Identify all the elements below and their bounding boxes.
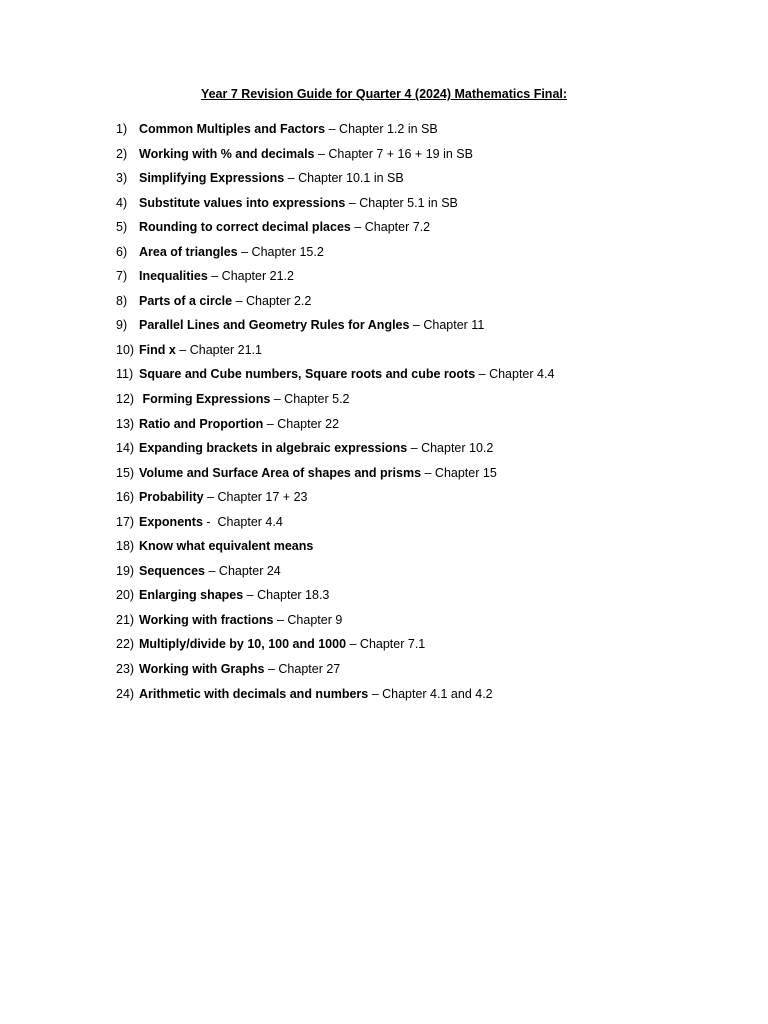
item-number: 1) [116,122,128,136]
item-topic: Rounding to correct decimal places [139,220,351,235]
item-number: 7) [116,269,128,284]
item-number: 14) [116,441,135,456]
item-number: 2) [116,146,128,161]
item-number: 19) [116,563,135,578]
revision-topic-list [116,121,736,710]
list-item [116,489,736,514]
item-content [139,489,308,506]
item-content [139,587,329,604]
item-content [139,317,484,334]
item-topic: Substitute values into expressions [139,195,346,210]
item-content [139,121,438,138]
item-content [139,416,339,433]
item-number: 15) [116,465,135,480]
item-number: 3) [116,171,128,186]
item-topic: Working with fractions [139,612,274,627]
item-number: 4) [116,195,128,210]
item-chapter: – Chapter 27 [264,662,341,677]
item-content [139,170,404,187]
item-content [139,244,324,261]
item-number: 21) [116,612,135,627]
list-item [116,121,736,146]
list-item [116,661,736,686]
list-item [116,391,736,416]
list-item [116,416,736,441]
item-topic: Expanding brackets in algebraic expressions [139,441,408,456]
item-content [139,195,458,212]
item-topic: Probability [139,490,204,505]
list-item [116,587,736,612]
item-number: 23) [116,662,135,677]
item-content [139,612,342,629]
list-item [116,293,736,318]
item-number: 24) [116,686,135,701]
item-topic: Arithmetic with decimals and numbers [139,686,369,701]
item-content [139,538,313,555]
list-item [116,244,736,269]
item-number: 17) [116,514,135,529]
item-content [139,563,281,580]
item-topic: Working with % and decimals [139,146,315,161]
item-chapter: – Chapter 24 [205,563,281,578]
item-topic: Parallel Lines and Geometry Rules for Angles [139,318,410,333]
item-content [139,293,311,310]
item-content [139,146,473,163]
item-content [139,342,262,359]
item-number: 13) [116,416,135,431]
item-content [139,391,350,408]
list-item [116,170,736,195]
item-number: 20) [116,588,135,603]
list-item [116,686,736,711]
list-item [116,195,736,220]
item-topic: Common Multiples and Factors [139,122,326,136]
item-chapter: – Chapter 7.2 [350,220,431,235]
item-topic: Inequalities [139,269,208,284]
item-chapter: – Chapter 2.2 [232,293,312,308]
item-number: 8) [116,293,128,308]
item-content [139,268,294,285]
list-item [116,538,736,563]
item-topic: Exponents [139,514,203,529]
item-content [139,514,283,531]
item-chapter: – Chapter 10.2 [407,441,494,456]
item-chapter: – Chapter 22 [263,416,340,431]
item-chapter: - Chapter 4.4 [202,514,283,529]
item-content [139,440,493,457]
list-item [116,563,736,588]
item-topic: Parts of a circle [139,293,233,308]
item-number: 18) [116,539,135,554]
item-chapter: – Chapter 7 + 16 + 19 in SB [314,146,473,161]
item-chapter: – Chapter 17 + 23 [203,490,308,505]
list-item [116,317,736,342]
item-content [139,661,340,678]
list-item [116,219,736,244]
list-item [116,146,736,171]
item-topic: Sequences [139,563,206,578]
item-chapter: – Chapter 15 [421,465,497,480]
item-chapter: – Chapter 5.1 in SB [345,195,458,210]
item-number: 22) [116,637,135,652]
item-topic: Ratio and Proportion [139,416,264,431]
document-title: Year 7 Revision Guide for Quarter 4 (2024) Mathematics Final: [200,87,568,101]
item-number: 5) [116,220,128,235]
item-content [139,219,430,236]
item-number: 9) [116,318,128,333]
list-item [116,366,736,391]
list-item [116,636,736,661]
item-content [139,366,554,383]
item-topic: Know what equivalent means [139,539,314,554]
item-chapter: – Chapter 1.2 in SB [325,122,438,136]
item-topic: Forming Expressions [139,392,271,407]
item-topic: Square and Cube numbers, Square roots and cube roots [139,367,476,382]
list-item [116,514,736,539]
item-number: 10) [116,342,135,357]
item-chapter: – Chapter 15.2 [237,244,324,259]
item-topic: Enlarging shapes [139,588,244,603]
item-content [139,686,493,703]
item-topic: Multiply/divide by 10, 100 and 1000 [139,637,347,652]
item-number: 16) [116,490,135,505]
item-number: 12) [116,392,135,407]
item-topic: Simplifying Expressions [139,171,285,186]
item-chapter: – Chapter 10.1 in SB [284,171,404,186]
item-chapter: – Chapter 18.3 [243,588,330,603]
item-number: 6) [116,244,128,259]
list-item [116,342,736,367]
item-chapter: – Chapter 7.1 [346,637,426,652]
item-chapter: – Chapter 4.1 and 4.2 [368,686,493,701]
item-chapter: – Chapter 4.4 [475,367,555,382]
item-chapter: – Chapter 5.2 [270,392,350,407]
item-content [139,636,425,653]
list-item [116,465,736,490]
item-chapter: – Chapter 21.2 [207,269,294,284]
item-topic: Area of triangles [139,244,238,259]
item-chapter: – Chapter 11 [409,318,485,333]
list-item [116,612,736,637]
item-topic: Working with Graphs [139,662,265,677]
item-chapter: – Chapter 21.1 [175,342,262,357]
item-topic: Volume and Surface Area of shapes and prisms [139,465,422,480]
item-content [139,465,497,482]
item-number: 11) [116,367,134,382]
item-chapter: – Chapter 9 [273,612,343,627]
item-topic: Find x [139,342,176,357]
list-item [116,440,736,465]
list-item [116,268,736,293]
